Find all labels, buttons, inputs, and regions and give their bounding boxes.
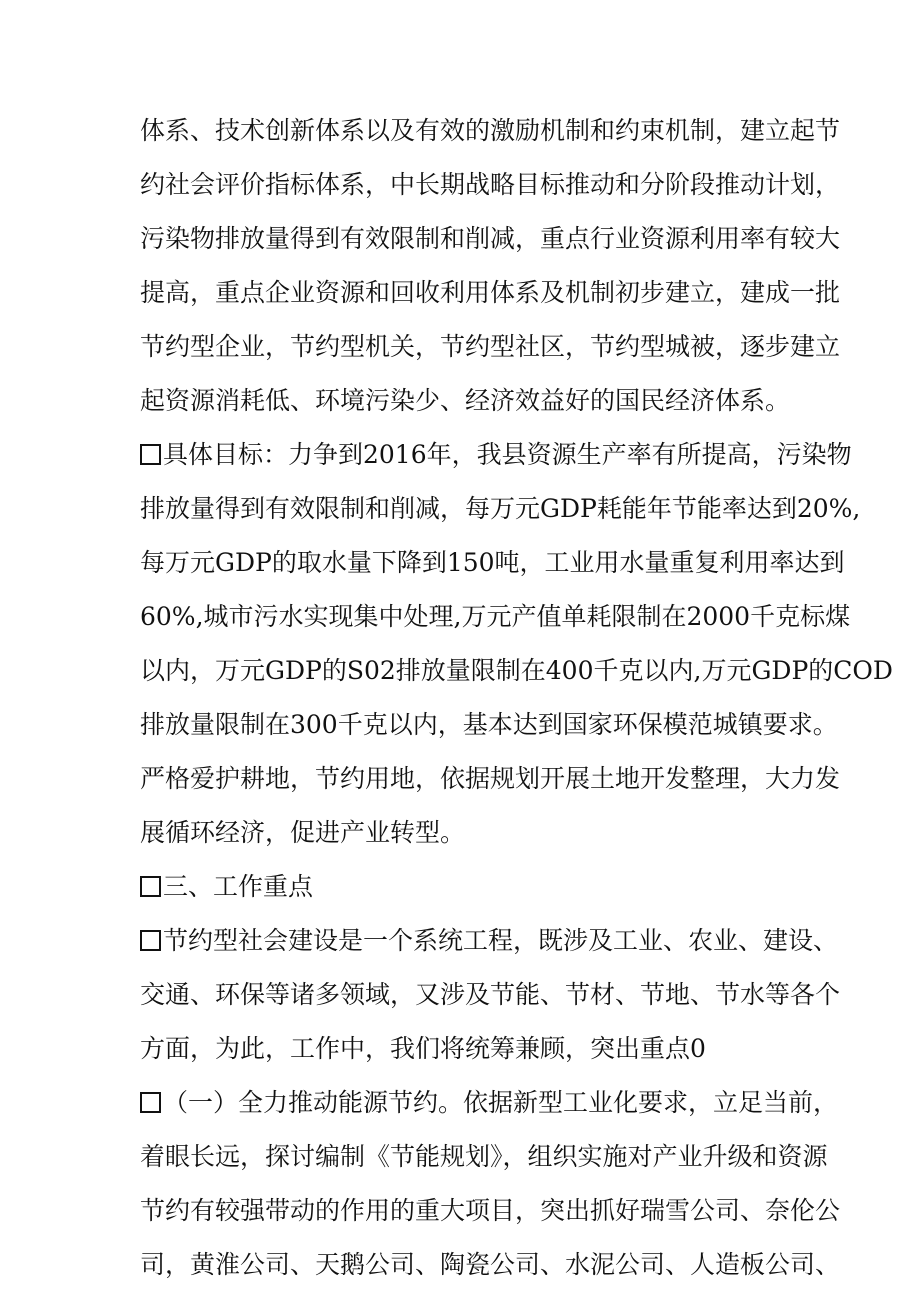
- text-line: [140, 644, 893, 698]
- text-line: [140, 590, 851, 644]
- line-text: 司，黄淮公司、天鹅公司、陶瓷公司、水泥公司、人造板公司、: [140, 1250, 841, 1279]
- line-text: 交通、环保等诸多领域，又涉及节能、节材、节地、节水等各个: [140, 980, 841, 1009]
- line-text: 展循环经济，促进产业转型。: [140, 818, 466, 847]
- checkbox-glyph-icon: [140, 1092, 161, 1113]
- line-text: 严格爱护耕地，节约用地，依据规划开展土地开发整理，大力发: [140, 764, 841, 793]
- text-line: [140, 806, 790, 860]
- text-line: [140, 374, 790, 428]
- line-text: 提高，重点企业资源和回收利用体系及机制初步建立，建成一批: [140, 278, 841, 307]
- text-line: [140, 968, 841, 1022]
- text-line: [140, 752, 841, 806]
- line-text: 60%,城市污水实现集中处理,万元产值单耗限制在2000千克标煤: [140, 602, 851, 631]
- text-line: [140, 266, 841, 320]
- line-text: 三、工作重点: [163, 872, 314, 901]
- line-text: 约社会评价指标体系，中长期战略目标推动和分阶段推动计划，: [140, 170, 841, 199]
- checkbox-glyph-icon: [140, 930, 161, 951]
- text-line: [140, 1238, 841, 1292]
- text-line: [140, 1022, 790, 1076]
- line-text: 节约型企业，节约型机关，节约型社区，节约型城被，逐步建立: [140, 332, 841, 361]
- text-line: [140, 1076, 839, 1130]
- line-text: 具体目标：力争到2016年，我县资源生产率有所提高，污染物: [163, 440, 852, 469]
- text-line: [140, 482, 861, 536]
- text-line: [140, 212, 841, 266]
- line-text: 污染物排放量得到有效限制和削减，重点行业资源利用率有较大: [140, 224, 841, 253]
- body-text: [140, 104, 893, 1292]
- text-line: [140, 320, 841, 374]
- line-text: 节约型社会建设是一个系统工程，既涉及工业、农业、建设、: [163, 926, 839, 955]
- line-text: 方面，为此，工作中，我们将统筹兼顾，突出重点0: [140, 1034, 706, 1063]
- text-line: [140, 698, 838, 752]
- line-text: （一）全力推动能源节约。依据新型工业化要求，立足当前，: [163, 1088, 839, 1117]
- line-text: 起资源消耗低、环境污染少、经济效益好的国民经济体系。: [140, 386, 791, 415]
- line-text: 以内，万元GDP的S02排放量限制在400千克以内,万元GDP的COD: [140, 656, 893, 685]
- line-text: 体系、技术创新体系以及有效的激励机制和约束机制，建立起节: [140, 116, 841, 145]
- line-text: 排放量得到有效限制和削减，每万元GDP耗能年节能率达到20%,: [140, 494, 861, 523]
- text-line: [140, 428, 852, 482]
- text-line: [140, 104, 841, 158]
- line-text: 排放量限制在300千克以内，基本达到国家环保模范城镇要求。: [140, 710, 838, 739]
- text-line: [140, 1184, 841, 1238]
- line-text: 着眼长远，探讨编制《节能规划》，组织实施对产业升级和资源: [140, 1142, 828, 1171]
- text-line: [140, 158, 841, 212]
- text-line: [140, 536, 845, 590]
- text-line: [140, 914, 839, 968]
- checkbox-glyph-icon: [140, 444, 161, 465]
- section-heading: [140, 860, 790, 914]
- line-text: 节约有较强带动的作用的重大项目，突出抓好瑞雪公司、奈伦公: [140, 1196, 841, 1225]
- line-text: 每万元GDP的取水量下降到150吨，工业用水量重复利用率达到: [140, 548, 845, 577]
- checkbox-glyph-icon: [140, 876, 161, 897]
- text-line: [140, 1130, 828, 1184]
